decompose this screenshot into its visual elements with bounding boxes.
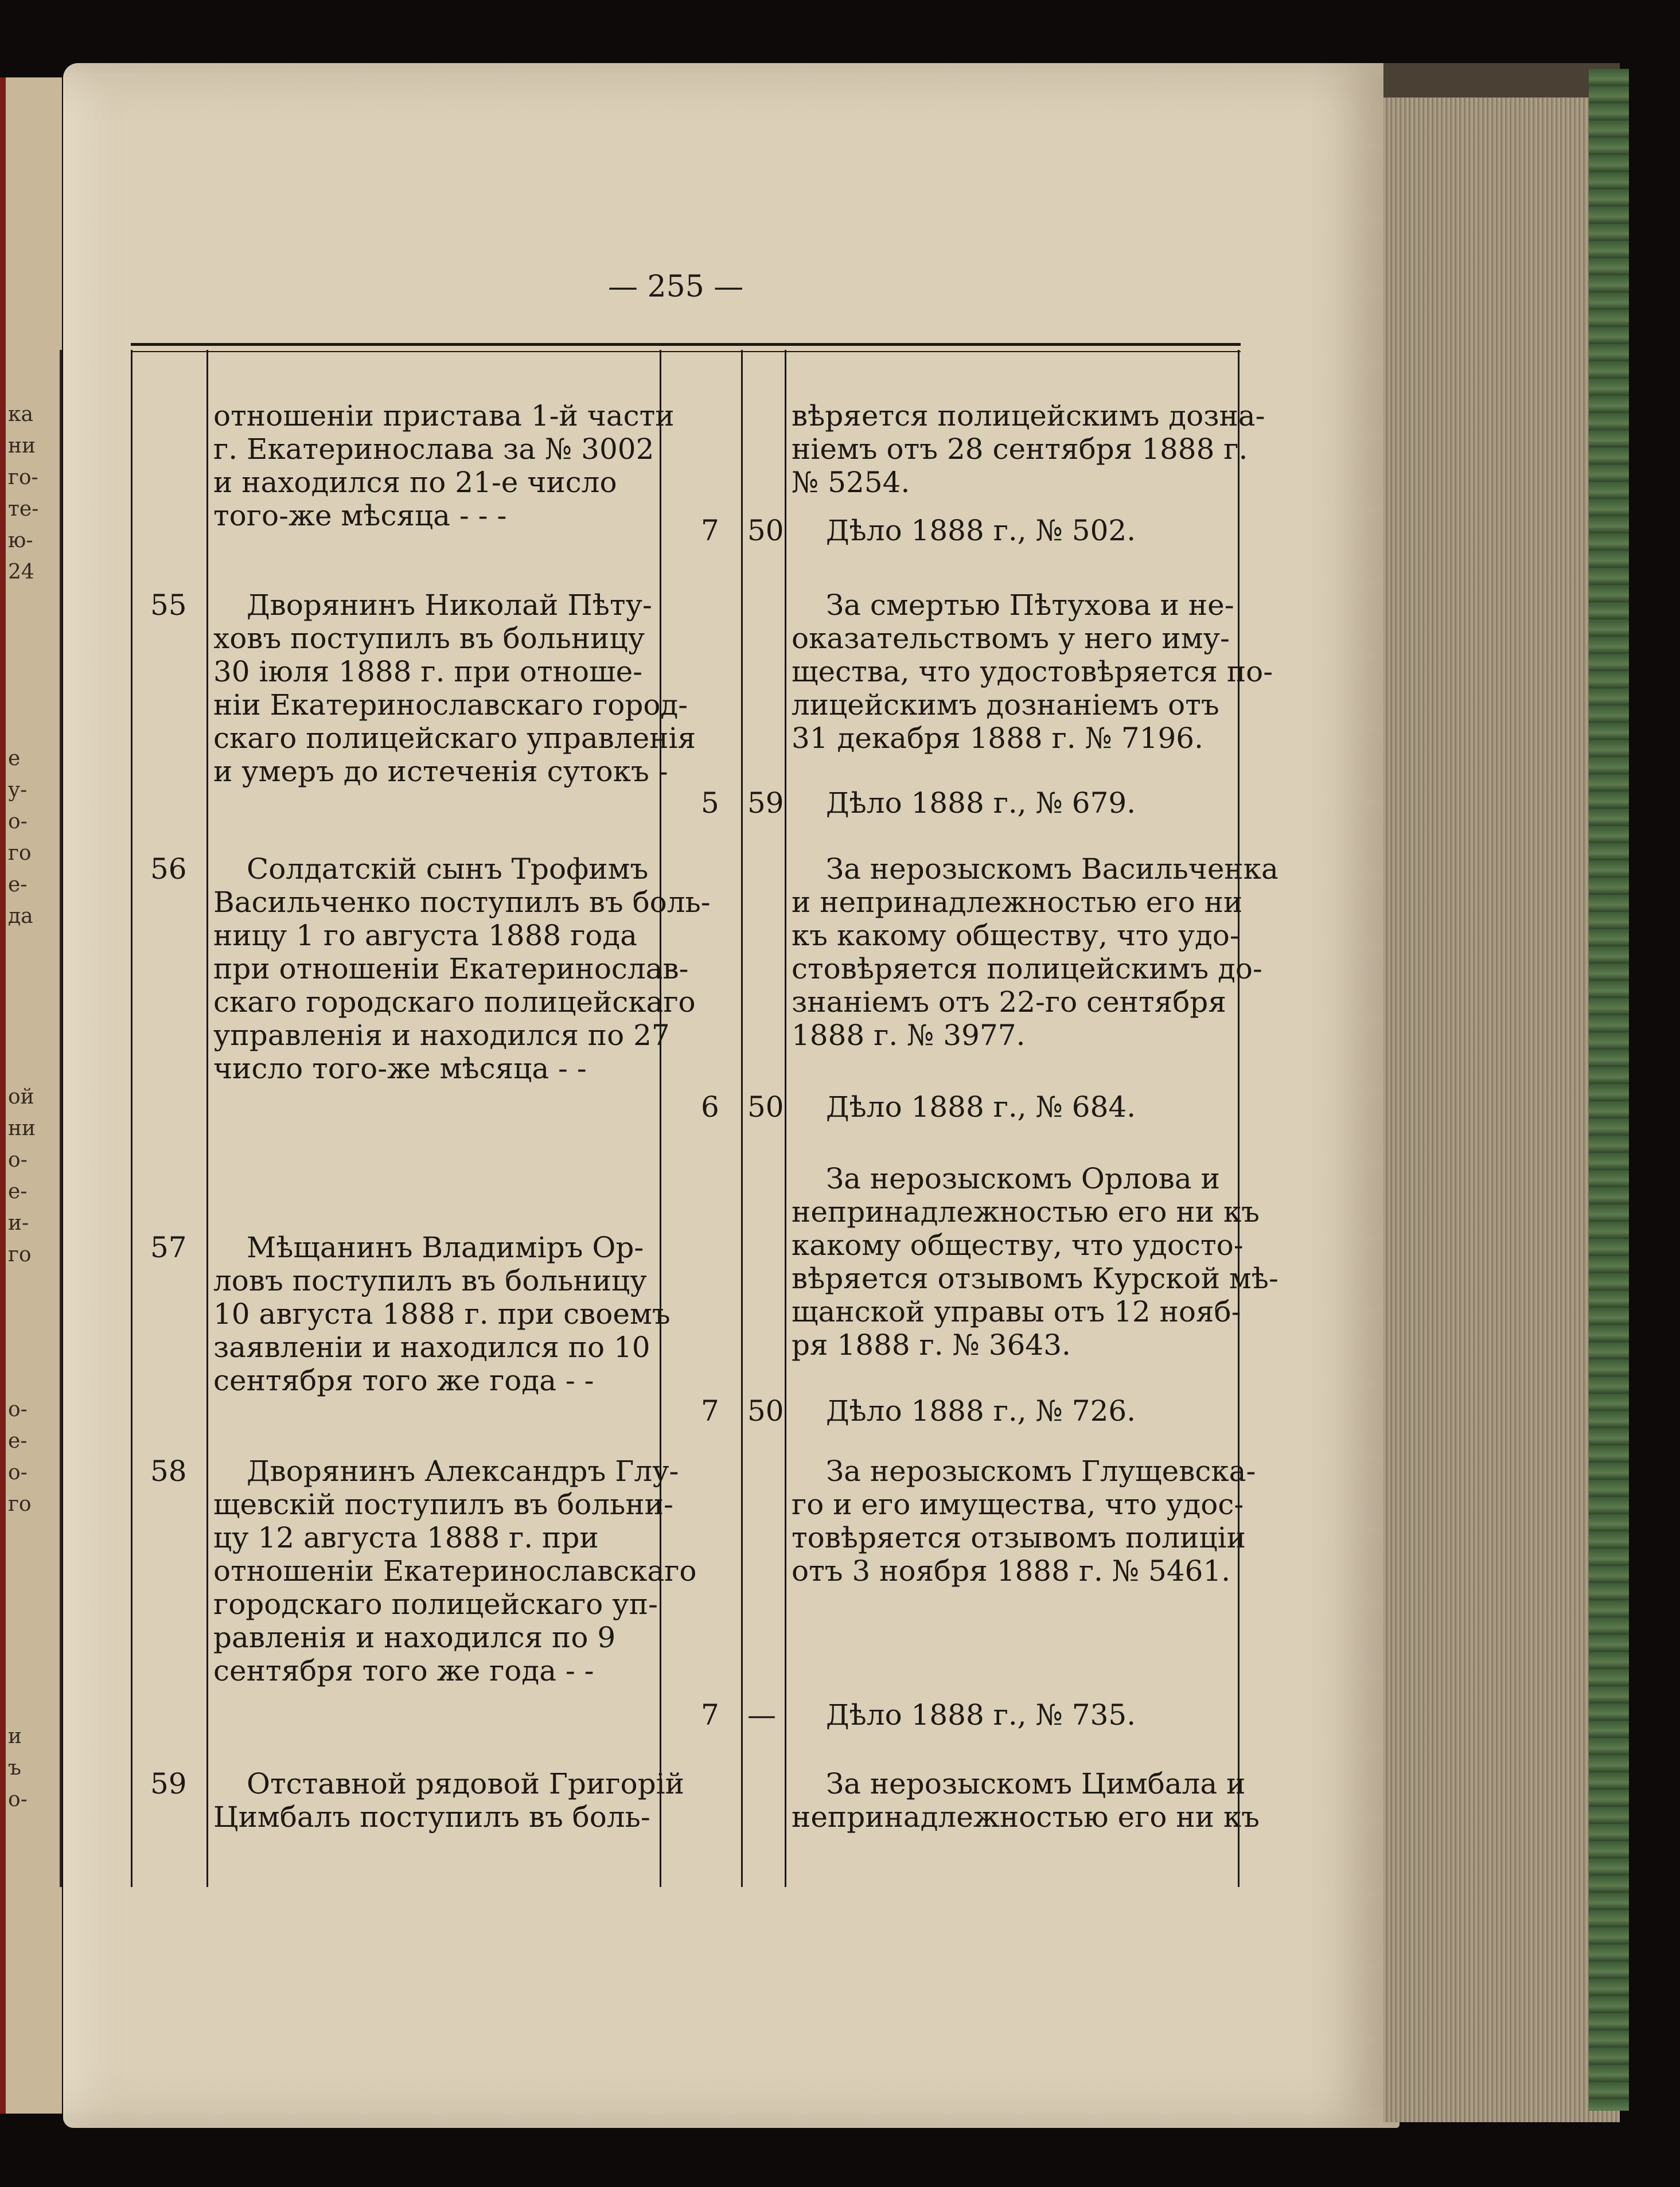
entry-reason-line: какому обществу, что удосто- <box>792 1229 1244 1262</box>
left-page-fragment: е- <box>8 1429 28 1453</box>
left-page-fragment: о- <box>8 1461 28 1484</box>
entry-description-line: городскаго полицейскаго уп- <box>213 1588 658 1621</box>
left-page-fragment: е- <box>8 873 28 896</box>
entry-description-line: равленiя и находился по 9 <box>213 1621 616 1654</box>
amount-kopecks: 50 <box>747 514 784 547</box>
left-page-strip <box>0 77 62 2114</box>
entry-reason-line: стовѣряется полицейскимъ до- <box>792 952 1262 985</box>
entry-description-line: Мѣщанинъ Владимiръ Ор- <box>247 1231 644 1264</box>
table-left-rule <box>131 350 132 1887</box>
entry-reason-line: Дѣло 1888 г., № 679. <box>826 786 1136 820</box>
entry-description-line: сентября того же года - - <box>213 1654 594 1687</box>
entry-description-line: и умеръ до истеченiя сутокъ - <box>213 755 668 788</box>
left-page-fragment: у- <box>8 778 28 802</box>
entry-description-line: нiи Екатеринославскаго город- <box>213 688 688 722</box>
entry-description-line: Дворянинъ Александръ Глу- <box>247 1455 679 1488</box>
entry-reason-line: го и его имущества, что удос- <box>792 1488 1244 1521</box>
amount-kopecks: 59 <box>747 786 784 820</box>
amount-kopecks: — <box>747 1698 776 1732</box>
table-top-rule <box>131 343 1241 346</box>
entry-reason-line: 31 декабря 1888 г. № 7196. <box>792 722 1203 755</box>
entry-reason-line: вѣряется отзывомъ Курской мѣ- <box>792 1262 1278 1295</box>
entry-description-line: и находился по 21-е число <box>213 466 617 499</box>
entry-description-line: щевскiй поступилъ въ больни- <box>213 1488 673 1521</box>
page-edges <box>1383 63 1620 2122</box>
left-page-fragment: ю- <box>8 529 33 552</box>
entry-reason-line: отъ 3 ноября 1888 г. № 5461. <box>792 1554 1231 1588</box>
entry-reason-line: Дѣло 1888 г., № 684. <box>826 1090 1136 1124</box>
entry-reason-line: оказательствомъ у него иму- <box>792 622 1230 655</box>
amount-rubles: 5 <box>701 786 719 820</box>
entry-reason-line: нiемъ отъ 28 сентября 1888 г. <box>792 432 1248 466</box>
entry-description-line: 10 августа 1888 г. при своемъ <box>213 1297 671 1331</box>
entry-description-line: 30 iюля 1888 г. при отноше- <box>213 655 643 688</box>
entry-reason-line: Дѣло 1888 г., № 502. <box>826 514 1136 547</box>
column-rule-amount-kopecks <box>785 350 786 1887</box>
column-rule-amount-rubles <box>741 350 743 1887</box>
entry-reason-line: и непринадлежностью его ни <box>792 886 1243 919</box>
entry-reason-line: За нерозыскомъ Васильченка <box>826 852 1278 886</box>
entry-reason-line: вѣряется полицейскимъ дозна- <box>792 399 1265 432</box>
entry-description-line: Дворянинъ Николай Пѣту- <box>247 588 652 622</box>
left-page-fragment: о- <box>8 1148 28 1172</box>
entry-reason-line: За нерозыскомъ Цимбала и <box>826 1767 1246 1800</box>
entry-description-line: того-же мѣсяца - - - <box>213 499 507 532</box>
entry-description-line: ховъ поступилъ въ больницу <box>213 622 645 655</box>
left-page-fragment: да <box>8 905 33 928</box>
column-rule-number <box>206 350 208 1887</box>
left-page-column-rule <box>60 350 62 1887</box>
left-page-fragment: ни <box>8 434 36 458</box>
entry-reason-line: непринадлежностью его ни къ <box>792 1800 1260 1834</box>
entry-description-line: отношенiи Екатеринославскаго <box>213 1554 697 1588</box>
entry-reason-line: За нерозыскомъ Орлова и <box>826 1162 1220 1195</box>
entry-description-line: отношенiи пристава 1-й части <box>213 399 675 432</box>
entry-reason-line: ря 1888 г. № 3643. <box>792 1328 1071 1362</box>
left-page-fragment: о- <box>8 810 28 833</box>
entry-description-line: сентября того же года - - <box>213 1364 594 1397</box>
entry-reason-line: За смертью Пѣтухова и не- <box>826 588 1234 622</box>
marbled-cover <box>1589 69 1629 2111</box>
entry-number: 56 <box>150 852 187 886</box>
entry-number: 59 <box>150 1767 187 1800</box>
left-page-fragment: е <box>8 747 21 770</box>
amount-rubles: 6 <box>701 1090 719 1124</box>
left-page-fragment: ка <box>8 403 33 426</box>
left-page-fragment: о- <box>8 1398 28 1421</box>
left-page-fragment: го- <box>8 466 38 489</box>
column-rule-text-left <box>660 350 661 1887</box>
left-cover-edge <box>0 77 6 2114</box>
entry-number: 58 <box>150 1455 187 1488</box>
left-page-fragment: ой <box>8 1085 34 1109</box>
amount-rubles: 7 <box>701 1698 719 1732</box>
entry-description-line: заявленiи и находился по 10 <box>213 1331 650 1364</box>
entry-description-line: скаго полицейскаго управленiя <box>213 722 696 755</box>
entry-description-line: Цимбалъ поступилъ въ боль- <box>213 1800 650 1834</box>
amount-rubles: 7 <box>701 1394 719 1428</box>
entry-reason-line: щанской управы отъ 12 нояб- <box>792 1295 1241 1328</box>
entry-reason-line: № 5254. <box>792 466 910 499</box>
left-page-fragment: ни <box>8 1117 36 1140</box>
left-page-fragment: е- <box>8 1180 28 1203</box>
left-page-fragment: те- <box>8 497 39 521</box>
entry-reason-line: лицейскимъ дознанiемъ отъ <box>792 688 1219 722</box>
left-page-fragment: о- <box>8 1788 28 1811</box>
entry-description-line: Отставной рядовой Григорiй <box>247 1767 684 1800</box>
amount-rubles: 7 <box>701 514 719 547</box>
entry-reason-line: Дѣло 1888 г., № 735. <box>826 1698 1136 1732</box>
left-page-fragment: го <box>8 1243 32 1266</box>
amount-kopecks: 50 <box>747 1394 784 1428</box>
entry-reason-line: За нерозыскомъ Глущевска- <box>826 1455 1256 1488</box>
left-page-fragment: и <box>8 1725 22 1748</box>
entry-number: 55 <box>150 588 187 622</box>
entry-reason-line: 1888 г. № 3977. <box>792 1019 1026 1052</box>
entry-reason-line: непринадлежностью его ни къ <box>792 1195 1260 1229</box>
entry-reason-line: товѣряется отзывомъ полицiи <box>792 1521 1246 1554</box>
left-page-fragment: 24 <box>8 560 34 584</box>
entry-description-line: число того-же мѣсяца - - <box>213 1052 587 1085</box>
left-page-fragment: го <box>8 1492 32 1516</box>
table-right-rule <box>1238 350 1239 1887</box>
entry-reason-line: щества, что удостовѣряется по- <box>792 655 1273 688</box>
entry-description-line: управленiя и находился по 27 <box>213 1019 670 1052</box>
entry-description-line: ницу 1 го августа 1888 года <box>213 919 637 952</box>
entry-number: 57 <box>150 1231 187 1264</box>
entry-description-line: скаго городскаго полицейскаго <box>213 985 696 1019</box>
entry-reason-line: знанiемъ отъ 22-го сентября <box>792 985 1226 1019</box>
page-edges-top <box>1383 63 1620 98</box>
table-top-rule-thin <box>131 351 1241 352</box>
amount-kopecks: 50 <box>747 1090 784 1124</box>
entry-description-line: Васильченко поступилъ въ боль- <box>213 886 711 919</box>
entry-description-line: при отношенiи Екатеринослав- <box>213 952 689 985</box>
entry-description-line: г. Екатеринослава за № 3002 <box>213 432 654 466</box>
entry-description-line: ловъ поступилъ въ больницу <box>213 1264 647 1297</box>
left-page-fragment: го <box>8 841 32 865</box>
left-page-fragment: ъ <box>8 1756 21 1780</box>
left-page-fragment: и- <box>8 1211 29 1235</box>
entry-description-line: Солдатскiй сынъ Трофимъ <box>247 852 649 886</box>
page-number: — 255 — <box>608 270 744 304</box>
entry-reason-line: къ какому обществу, что удо- <box>792 919 1239 952</box>
entry-reason-line: Дѣло 1888 г., № 726. <box>826 1394 1136 1428</box>
entry-description-line: цу 12 августа 1888 г. при <box>213 1521 599 1554</box>
